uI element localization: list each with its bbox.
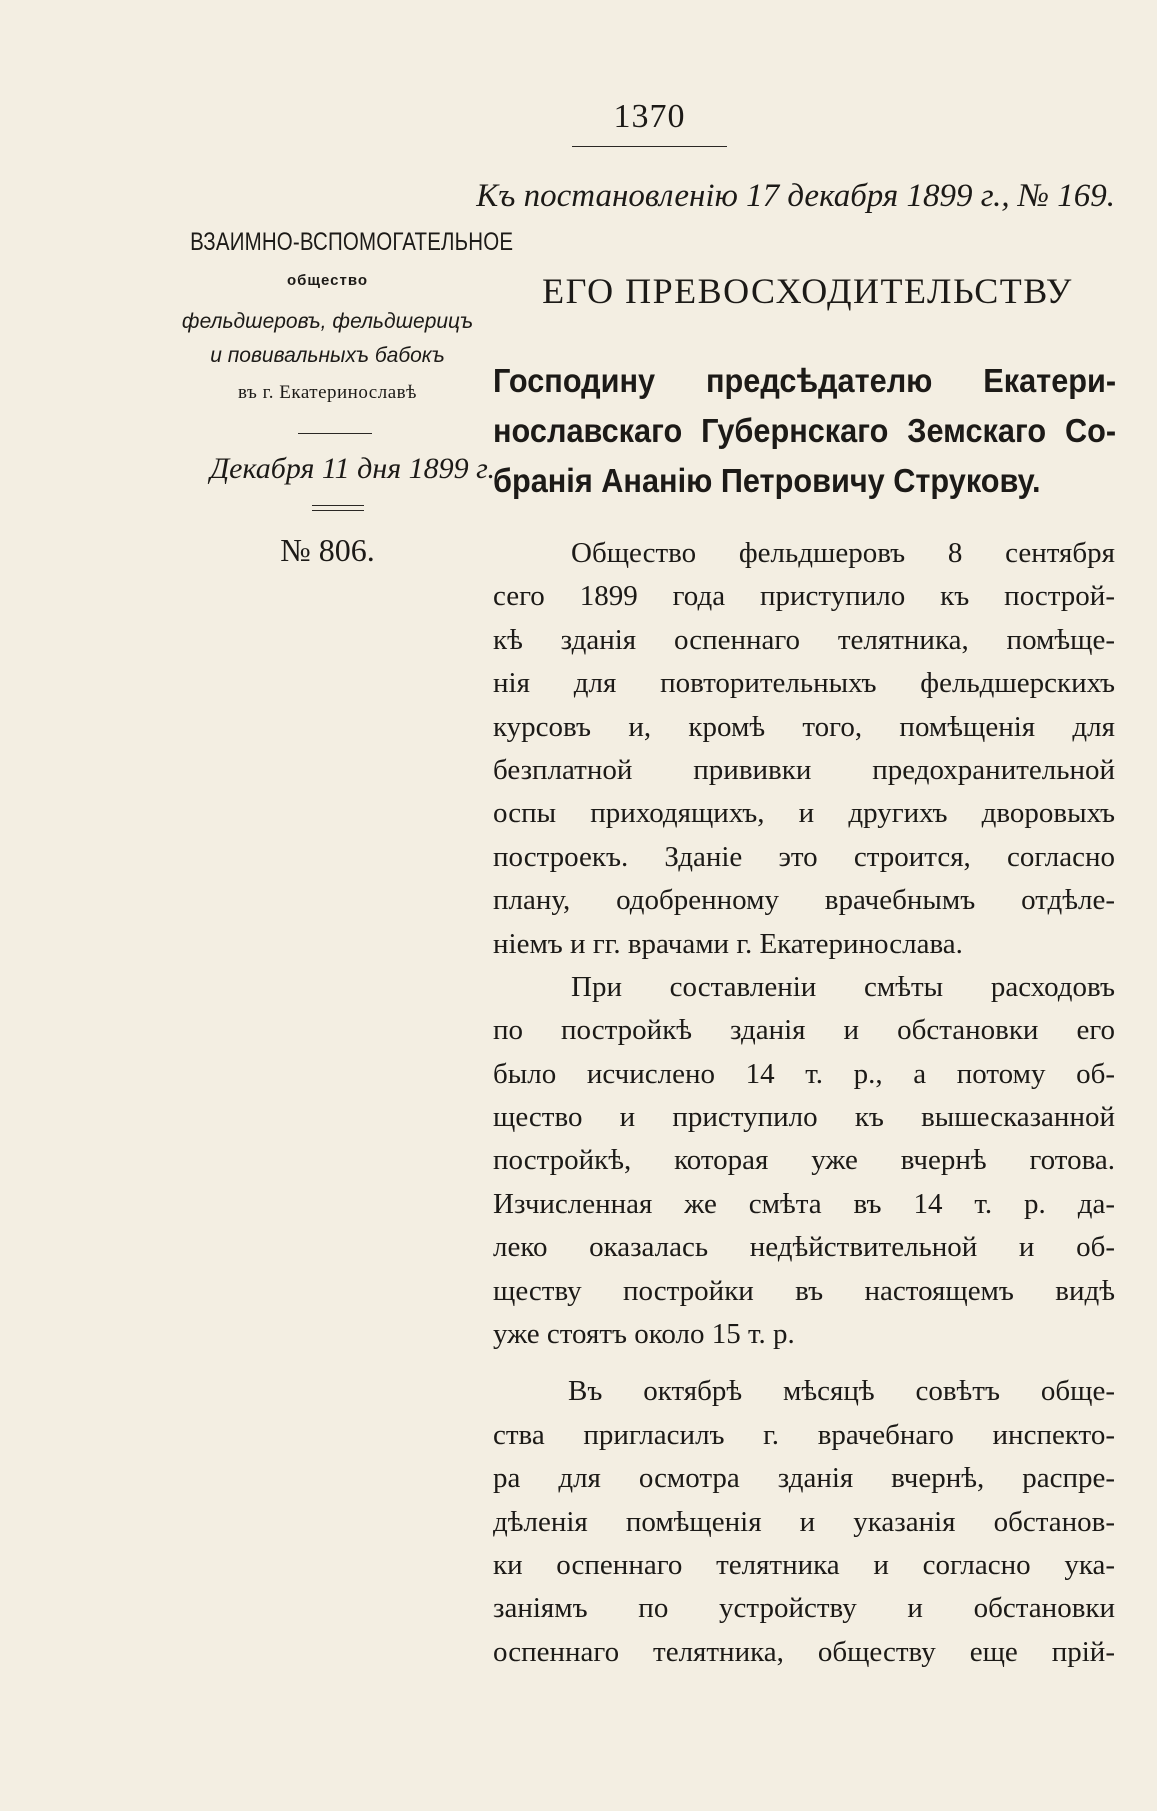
body-line: ществу постройки въ настоящемъ видѣ [493,1274,1115,1307]
body-line: было исчислено 14 т. р., а потому об- [493,1057,1115,1090]
reference-line: Къ постановленію 17 декабря 1899 г., № 169. [476,178,1115,214]
sender-org-name: ВЗАИМНО-ВСПОМОГАТЕЛЬНОЕ [190,228,514,256]
body-line: ніемъ и гг. врачами г. Екатеринослава. [493,927,963,960]
body-line: ра для осмотра зданія вчернѣ, распре- [493,1462,1115,1495]
addressee-block [493,356,1115,506]
body-line: Изчисленная же смѣта въ 14 т. р. да- [493,1187,1115,1220]
body-line: Въ октябрѣ мѣсяцѣ совѣтъ обще- [568,1375,1115,1408]
body-line: по постройкѣ зданія и обстановки его [493,1014,1115,1047]
body-line: дѣленія помѣщенія и указанія обстанов- [493,1505,1115,1538]
addressee-title: ЕГО ПРЕВОСХОДИТЕЛЬСТВУ [542,271,1073,311]
body-line: нія для повторительныхъ фельдшерскихъ [493,667,1115,700]
body-line: щество и приступило къ вышесказанной [493,1101,1115,1134]
addressee-line: бранія Ананію Петровичу Струкову. [493,462,1041,499]
sender-society: общество [286,272,369,289]
sender-line-1: фельдшеровъ, фельдшерицъ [181,310,474,333]
document-number: № 806. [280,532,375,568]
sender-line-2: и повивальныхъ бабокъ [210,344,445,367]
addressee-line: нославскаго Губернскаго Земскаго Со- [493,412,1117,449]
body-line: оспы приходящихъ, и другихъ дворовыхъ [493,797,1115,830]
body-line: ства пригласилъ г. врачебнаго инспекто- [493,1418,1115,1451]
page-number: 1370 [613,98,686,135]
body-line: курсовъ и, кромѣ того, помѣщенія для [493,710,1115,743]
sender-date-double-rule [312,505,364,511]
body-line: оспеннаго телятника, обществу еще прій- [493,1635,1115,1668]
body-line: сего 1899 года приступило къ построй- [493,580,1115,613]
body-line: построекъ. Зданіе это строится, согласно [493,840,1115,873]
body-line: кѣ зданія оспеннаго телятника, помѣще- [493,623,1115,656]
body-line: уже стоятъ около 15 т. р. [493,1318,795,1351]
body-line: При составленіи смѣты расходовъ [571,970,1115,1003]
body-line: леко оказалась недѣйствительной и об- [493,1231,1115,1264]
page-number-rule [572,146,727,147]
body-line: Общество фельдшеровъ 8 сентября [571,537,1115,569]
addressee-line: Господину предсѣдателю Екатери- [493,362,1117,399]
body-line: плану, одобренному врачебнымъ отдѣле- [493,884,1115,917]
sender-city-rule [298,433,372,434]
body-line: постройкѣ, которая уже вчернѣ готова. [493,1144,1115,1177]
body-line: ки оспеннаго телятника и согласно ука- [493,1548,1115,1581]
body-line: заніямъ по устройству и обстановки [493,1592,1115,1625]
sender-date: Декабря 11 дня 1899 г. [210,452,495,485]
body-text [493,532,1115,1674]
sender-city: въ г. Екатеринославѣ [238,382,417,403]
body-line: безплатной прививки предохранительной [493,753,1115,786]
